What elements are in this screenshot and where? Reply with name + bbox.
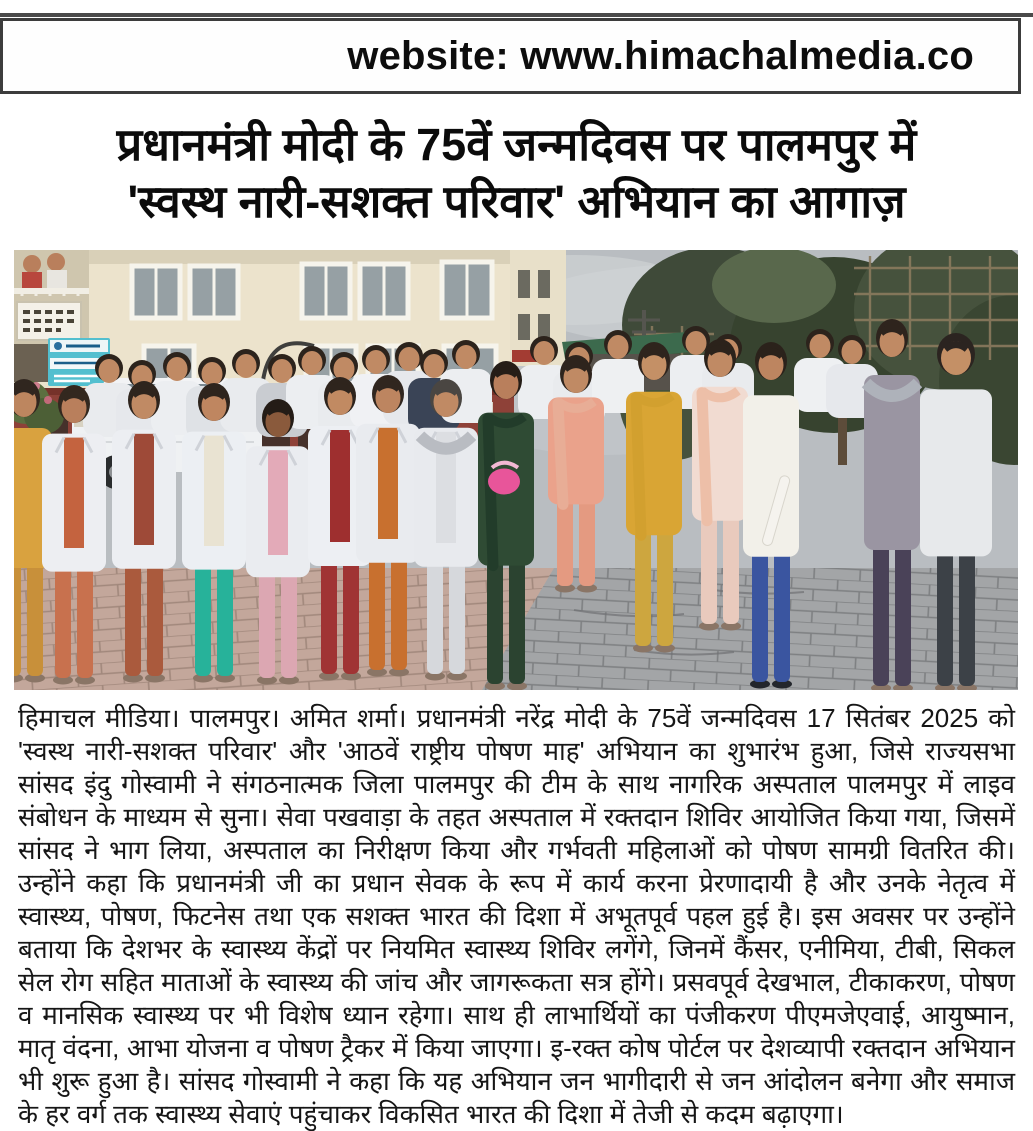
photo-illustration (14, 250, 1018, 690)
top-divider (0, 13, 1033, 17)
article-photo (14, 250, 1018, 690)
headline (0, 116, 1033, 230)
website-banner (0, 18, 1021, 94)
website-url-text: website: www.himachalmedia.co (347, 33, 974, 78)
article-body: हिमाचल मीडिया। पालमपुर। अमित शर्मा। प्रधानमंत्री नरेंद्र मोदी के 75वें जन्मदिवस 17 सितंबर 2025 को 'स्वस्थ नारी-सशक्त परिवार' और 'आठवें राष्ट्रीय पोषण माह' अभियान का शुभारंभ हुआ, जिसे राज्यसभा सांसद इंदु गोस्वामी ने संगठनात्मक जिला पालमपुर की टीम के साथ नागरिक अस्पताल पालमपुर में लाइव संबोधन के माध्यम से सुना। सेवा पखवाड़ा के तहत अस्पताल में रक्तदान शिविर आयोजित किया गया, जिसमें सांसद ने भाग लिया, अस्पताल का निरीक्षण किया और गर्भवती महिलाओं को पोषण सामग्री वितरित की। उन्होंने कहा कि प्रधानमंत्री जी का प्रधान सेवक के रूप में कार्य करना प्रेरणादायी है और उनके नेतृत्व में स्वास्थ्य, पोषण, फिटनेस तथा एक सशक्त भारत की दिशा में अभूतपूर्व पहल हुई है। इस अवसर पर उन्होंने बताया कि देशभर के स्वास्थ्य केंद्रों पर नियमित स्वास्थ्य शिविर लगेंगे, जिनमें कैंसर, एनीमिया, टीबी, सिकल सेल रोग सहित माताओं के स्वास्थ्य की जांच और जागरूकता सत्र होंगे। प्रसवपूर्व देखभाल, टीकाकरण, पोषण व मानसिक स्वास्थ्य पर भी विशेष ध्यान रहेगा। साथ ही लाभार्थियों का पंजीकरण पीएमजेएवाई, आयुष्मान, मातृ वंदना, आभा योजना व पोषण ट्रैकर में किया जाएगा। इ-रक्त कोष पोर्टल पर देशव्यापी रक्तदान अभियान भी शुरू हुआ है। सांसद गोस्वामी ने कहा कि यह अभियान जन भागीदारी से जन आंदोलन बनेगा और समाज के हर वर्ग तक स्वास्थ्य सेवाएं पहुंचाकर विकसित भारत की दिशा में तेजी से कदम बढ़ाएगा। (18, 703, 1015, 1129)
headline-line1: प्रधानमंत्री मोदी के 75वें जन्मदिवस पर पालमपुर में (116, 119, 917, 170)
headline-line2: 'स्वस्थ नारी-सशक्त परिवार' अभियान का आगाज़ (127, 176, 906, 227)
